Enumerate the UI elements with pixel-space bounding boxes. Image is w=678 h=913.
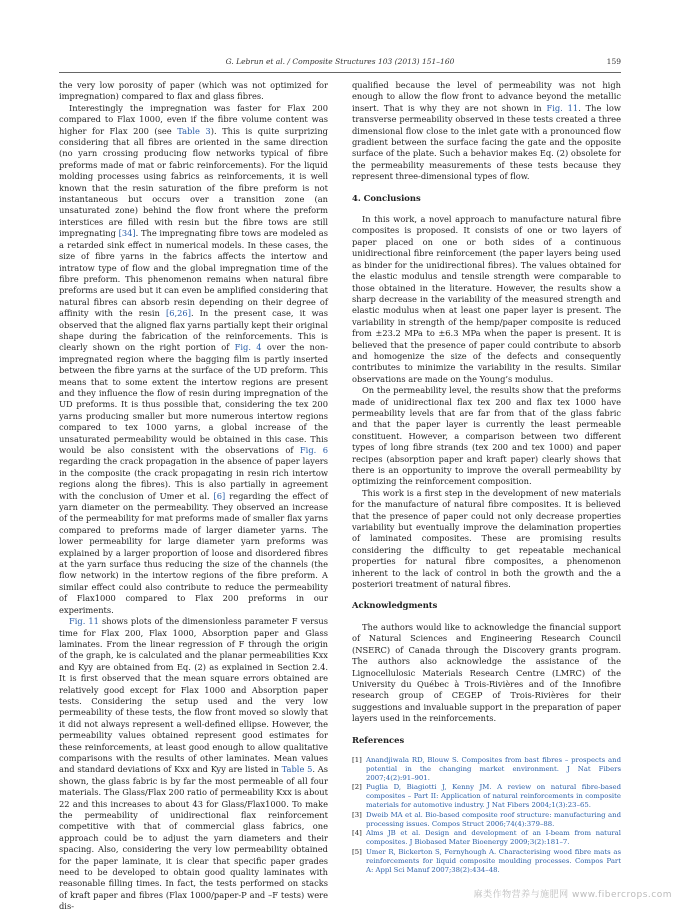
reference-item <box>352 848 621 875</box>
header-rule <box>59 72 621 73</box>
references-heading: References <box>352 734 405 745</box>
right-column <box>352 80 621 875</box>
acknowledgments-heading: Acknowledgments <box>352 600 438 611</box>
paragraph: On the permeability level, the results show that the preforms made of unidirectional flax tex 200 and flax tex 1000 have permeability levels that are far from that of the glass fabric and that the paper layer is currently the least permeable constituent. However, a comparison between two different types of long fibre strands (tex 200 and tex 1000) and paper recipes (absorption paper and kraft paper) clearly shows that there is an opportunity to improve the overall permeability by optimizing the reinforcement composition. <box>352 385 621 487</box>
reference-number: [1] <box>352 755 362 764</box>
fig-4-link[interactable]: Fig. 4 <box>234 342 262 353</box>
left-column <box>59 80 328 913</box>
reference-list <box>352 756 621 875</box>
paragraph: Fig. 11 shows plots of the dimensionless parameter F versus time for Flax 200, Flax 1000, Absorption paper and Glass laminates. From the linear regression of F through the origin of the graph, ke is calculated and the planar permeabilities Kxx and Kyy are obtained from Eq. (2) as explained in Section 2.4. It is first observed that the mean square errors obtained are relatively good except for Flax 1000 and Absorption paper tests. Considering the setup used and the very low permeability of these tests, the flow front moved so slowly that it did not always represent a well-defined ellipse. However, the permeability values obtained represent good estimates for these reinforcements, at least good enough to allow qualitative comparisons with the results of other laminates. Mean values and standard deviations of Kxx and Kyy are listed in Table 5. As shown, the glass fabric is by far the most permeable of all four materials. The Glass/Flax 200 ratio of permeability Kxx is about 22 and this increases to about 43 for Glass/Flax1000. To make the permeability of unidirectional flax reinforcement competitive with that of commercial glass fabrics, one approach could be to adjust the yarn diameters and their spacing. Also, considering the very low permeability obtained for the paper laminate, it is clear that specific paper grades need to be developed to obtain good quality laminates with reasonable filling times. In fact, the tests performed on stacks of kraft paper and fibres (Flax 1000/paper-P and –F tests) were dis- <box>59 616 328 912</box>
table-3-link[interactable]: Table 3 <box>177 125 211 136</box>
paragraph: The authors would like to acknowledge the financial support of Natural Sciences and Engineering Research Council (NSERC) of Canada through the Discovery grants program. The authors also acknowledge the assistance of the Lignocellulosic Materials Research Centre (LMRC) of the University du Québec à Trois-Rivières and of the Innofibre research group of CEGEP of Trois-Rivières for their suggestions and invaluable support in the preparation of paper layers used in the reinforcements. <box>352 621 621 724</box>
reference-link[interactable]: Puglia D, Biagiotti J, Kenny JM. A review on natural fibre-based composites – Part II: Application of natural reinforcements in composite materials for automotive industry. J Nat Fibers 2004;1(3):23–65. <box>366 783 621 810</box>
table-5-link[interactable]: Table 5 <box>281 764 313 775</box>
reference-item <box>352 783 621 810</box>
reference-link[interactable]: Dweib MA et al. Bio-based composite roof structure: manufacturing and processing issues. Compos Struct 2006;74(4):379–88. <box>366 810 621 828</box>
paragraph: qualified because the level of permeability was not high enough to allow the flow front to advance beyond the metallic insert. That is why they are not shown in Fig. 11. The low transverse permeability observed in these tests created a three dimensional flow close to the inlet gate with a pronounced flow gradient between the surface facing the gate and the opposite surface of the plate. Such a behavior makes Eq. (2) obsolete for the permeability measurements of these tests because they represent three-dimensional types of flow. <box>352 80 621 182</box>
fig-6-link[interactable]: Fig. 6 <box>299 445 328 455</box>
fig-11-link[interactable]: Fig. 11 <box>546 102 579 113</box>
paragraph: This work is a first step in the development of new materials for the manufacture of natural fibre composites. It is believed that the presence of paper could not only decrease properties variability but eventually improve the delamination properties of laminated composites. These are promising results considering the difficulty to get repeatable mechanical properties for natural fibre composites, a phenomenon inherent to the lack of control in both the growth and the a posteriori treatment of natural fibres. <box>352 487 621 590</box>
ref-6-26-link[interactable]: [6,26] <box>165 308 191 319</box>
reference-link[interactable]: Anandjiwala RD, Blouw S. Composites from bast fibres – prospects and potential in the changing market environment. J Nat Fibers 2007;4(2):91–901. <box>366 755 621 782</box>
page-number: 159 <box>606 57 621 66</box>
running-head: G. Lebrun et al. / Composite Structures 103 (2013) 151–160 <box>225 57 455 66</box>
reference-item <box>352 811 621 829</box>
paragraph: the very low porosity of paper (which was not optimized for impregnation) compared to flax and glass fibres. <box>59 80 328 102</box>
reference-number: [5] <box>352 847 362 856</box>
reference-number: [4] <box>352 829 362 838</box>
reference-item <box>352 829 621 847</box>
reference-link[interactable]: Alms JB et al. Design and development of an I-beam from natural composites. J Biobased Mater Bioenergy 2009;3(2):181–7. <box>366 829 621 847</box>
watermark: 麻类作物营养与施肥网 www.fibercrops.com <box>473 890 672 900</box>
fig-11-link[interactable]: Fig. 11 <box>69 616 99 627</box>
conclusions-heading: 4. Conclusions <box>352 192 421 203</box>
paragraph: In this work, a novel approach to manufacture natural fibre composites is proposed. It consists of one or two layers of paper placed on one or both sides of a continuous unidirectional fibre reinforcement (the paper layers being used as binder for the unidirectional fibres). The values obtained for the elastic modulus and tensile strength were comparable to those obtained in the literature. However, the results show a sharp decrease in the variability of the measured strength and elastic modulus when at least one paper layer is present. The variability in strength of the hemp/paper composite is reduced from ±23.2 MPa to ±6.3 MPa when the paper is present. It is believed that the presence of paper could contribute to absorb and homogenize the size of the defects and consequently contributes to minimize the variability in the results. Similar observations are made on the Young’s modulus. <box>352 214 621 384</box>
reference-number: [3] <box>352 810 362 819</box>
reference-number: [2] <box>352 783 362 792</box>
paragraph: Interestingly the impregnation was faster for Flax 200 compared to Flax 1000, even if the fibre volume content was higher for Flax 200 (see Table 3). This is quite surprizing considering that all fibres are oriented in the same direction (no yarn crossing producing flow networks typical of fibre preforms made of mat or fabric reinforcements). For the liquid molding processes using fabrics as reinforcements, it is well known that the resin saturation of the fibre preform is not instantaneous but occurs over a transition zone (an unsaturated zone) behind the flow front where the preform interstices are filled with resin but the fibre tows are still impregnating [34]. The impregnating fibre tows are modeled as a retarded sink effect in numerical models. In these cases, the size of fibre yarns in the fabrics affects the intertow and intratow type of flow and the global impregnation time of the fibre preform. This phenomenon remains when natural fibre preforms are used but it can even be amplified considering that natural fibres can absorb resin depending on their degree of affinity with the resin [6,26]. In the present case, it was observed that the aligned flax yarns partially kept their original shape during the fabrication of the reinforcements. This is clearly shown on the right portion of Fig. 4 over the non-impregnated region where the bagging film is partly inserted between the fibre yarns at the surface of the UD preform. This means that to some extent the intertow regions are present and they influence the flow of resin during impregnation of the UD preforms. It is thus possible that, considering the tex 200 yarns producing smaller but more numerous intertow regions compared to tex 1000 yarns, a global increase of the unsaturated permeability would be obtained in this case. This would be also consistent with the observations of Fig. 6 regarding the crack propagation in the absence of paper layers in the composite (the crack propagating in resin rich intertow regions along the fibres). This is also partially in agreement with the conclusion of Umer et al. [6] regarding the effect of yarn diameter on the permeability. They observed an increase of the permeability for mat preforms made of smaller flax yarns compared to preforms made of larger diameter yarns. The lower permeability for large diameter yarn preforms was explained by a larger proportion of loose and disordered fibres at the yarn surface thus reducing the size of the channels (the flow network) in the intertow regions of the fibre preform. A similar effect could also contribute to reduce the permeability of Flax1000 compared to Flax 200 preforms in our experiments. <box>59 102 329 615</box>
reference-item <box>352 756 621 783</box>
ref-34-link[interactable]: [34] <box>118 228 136 239</box>
ref-6-link[interactable]: [6] <box>213 490 226 501</box>
reference-link[interactable]: Umer R, Bickerton S, Fernyhough A. Characterising wood fibre mats as reinforcements for liquid composite moulding processes. Compos Part A: Appl Sci Manuf 2007;38(2):434–48. <box>366 847 621 874</box>
